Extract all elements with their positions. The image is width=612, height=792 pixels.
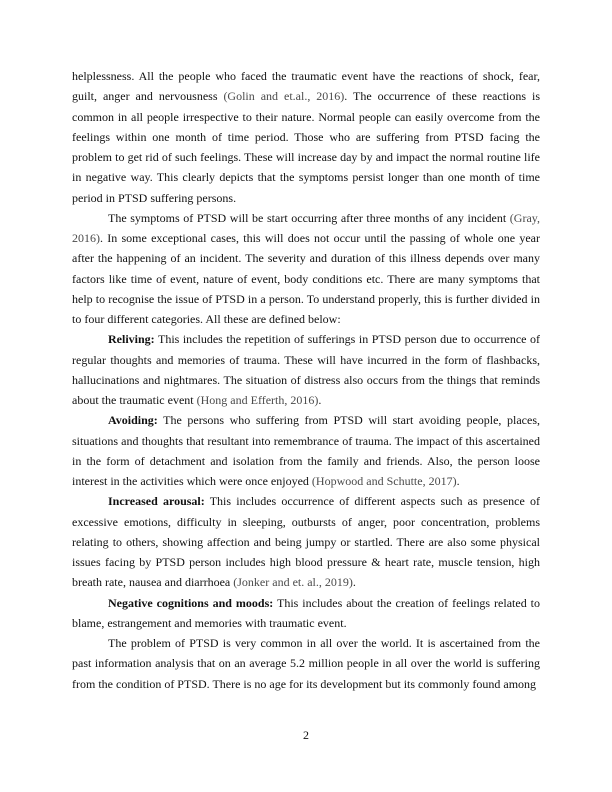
citation: (Hong and Efferth, 2016): [196, 393, 319, 407]
citation: (Golin and et.al., 2016): [223, 89, 345, 104]
body-text: [72, 66, 540, 694]
paragraph-2: The symptoms of PTSD will be start occurring after three months of any incident (Gray, 2016). In some exceptional cases, this will does not occur until the passing of whole one year after the happening of an incident. The severity and duration of this illness depends over many factors like time of event, nature of event, body conditions etc. There are many symptoms that help to recognise the issue of PTSD in a person. To understand properly, this is further divided in to four different categories. All these are defined below:: [72, 210, 540, 326]
paragraph-increased-arousal: Increased arousal: This includes occurrence of different aspects such as presence of excessive emotions, difficulty in sleeping, outbursts of anger, poor concentration, problems relating to others, showing affection and being jumpy or startled. There are also some physical issues facing by PTSD person includes high blood pressure & heart rate, muscle tension, high breath rate, nausea and diarrhoea (Jonker and et. al., 2019).: [72, 494, 540, 590]
paragraph-7: The problem of PTSD is very common in all over the world. It is ascertained from the past information analysis that on an average 5.2 million people in all over the world is suffering from the condition of PTSD. There is no age for its development but its commonly found among: [72, 636, 540, 691]
citation: (Gray, 2016): [72, 210, 540, 245]
citation: (Jonker and et. al., 2019): [233, 575, 353, 590]
section-heading-avoiding: Avoiding:: [108, 413, 158, 428]
page-number: 2: [303, 728, 309, 742]
section-heading-increased-arousal: Increased arousal:: [108, 494, 205, 509]
paragraph-reliving: Reliving: This includes the repetition of sufferings in PTSD person due to occurrence of regular thoughts and memories of trauma. These will have incurred in the form of flashbacks, hallucinations and nightmares. The situation of distress also occurs from the things that reminds about the traumatic event (Hong and Efferth, 2016).: [72, 332, 540, 407]
section-heading-negative-cognitions: Negative cognitions and moods:: [108, 595, 274, 610]
citation: (Hopwood and Schutte, 2017): [311, 474, 457, 488]
paragraph-1: helplessness. All the people who faced the traumatic event have the reactions of shock, fear, guilt, anger and nervousness (Golin and et.al., 2016). The occurrence of these reactions is common in all people irrespective to their nature. Normal people can easily overcome from the feelings within one month of time period. Those who are suffering from PTSD facing the problem to get rid of such feelings. These will increase day by and impact the normal routine life in negative way. This clearly depicts that the symptoms persist longer than one month of time period in PTSD suffering persons.: [72, 69, 540, 205]
section-heading-reliving: Reliving:: [108, 332, 155, 347]
paragraph-negative-cognitions: Negative cognitions and moods: This includes about the creation of feelings related to blame, estrangement and memories with traumatic event.: [72, 595, 540, 630]
paragraph-avoiding: Avoiding: The persons who suffering from PTSD will start avoiding people, places, situations and thoughts that resultant into remembrance of trauma. The impact of this ascertained in the form of detachment and isolation from the family and friends. Also, the person loose interest in the activities which were once enjoyed (Hopwood and Schutte, 2017).: [72, 413, 540, 488]
